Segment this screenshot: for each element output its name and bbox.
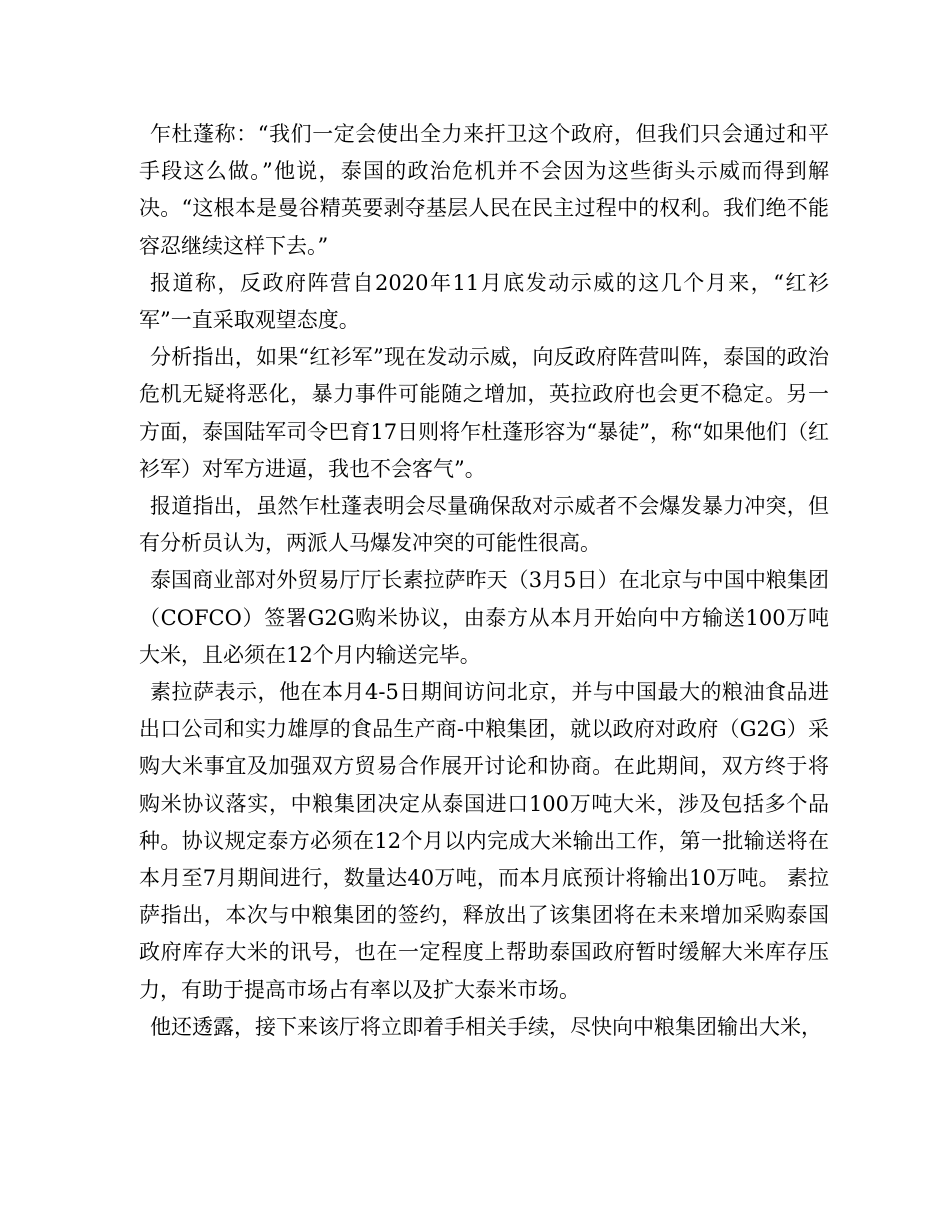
paragraph-1: 乍杜蓬称：“我们一定会使出全力来扞卫这个政府，但我们只会通过和平手段这么做。”他说，泰国的政治危机并不会因为这些街头示威而得到解决。“这根本是曼谷精英要剥夺基层人民在民主过程中的权利。我们绝不能容忍继续这样下去。” — [139, 122, 829, 258]
paragraph-2: 报道称，反政府阵营自2020年11月底发动示威的这几个月来，“红衫军”一直采取观望态度。 — [139, 270, 829, 333]
paragraph-5: 泰国商业部对外贸易厅厅长素拉萨昨天（3月5日）在北京与中国中粮集团（COFCO）签署G2G购米协议，由泰方从本月开始向中方输送100万吨大米，且必须在12个月内输送完毕。 — [139, 568, 829, 667]
paragraph-4: 报道指出，虽然乍杜蓬表明会尽量确保敌对示威者不会爆发暴力冲突，但有分析员认为，两派人马爆发冲突的可能性很高。 — [139, 494, 829, 556]
document-body — [139, 116, 829, 1046]
paragraph-6: 素拉萨表示，他在本月4-5日期间访问北京，并与中国最大的粮油食品进出口公司和实力雄厚的食品生产商-中粮集团，就以政府对政府（G2G）采购大米事宜及加强双方贸易合作展开讨论和协商。在此期间，双方终于将购米协议落实，中粮集团决定从泰国进口100万吨大米，涉及包括多个品种。协议规定泰方必须在12个月以内完成大米输出工作，第一批输送将在本月至7月期间进行，数量达40万吨，而本月底预计将输出10万吨。 素拉萨指出，本次与中粮集团的签约，释放出了该集团将在未来增加采购泰国政府库存大米的讯号，也在一定程度上帮助泰国政府暂时缓解大米库存压力，有助于提高市场占有率以及扩大泰米市场。 — [139, 680, 829, 1002]
paragraph-7: 他还透露，接下来该厅将立即着手相关手续，尽快向中粮集团输出大米， — [150, 1014, 822, 1039]
paragraph-3: 分析指出，如果“红衫军”现在发动示威，向反政府阵营叫阵，泰国的政治危机无疑将恶化，暴力事件可能随之增加，英拉政府也会更不稳定。另一方面，泰国陆军司令巴育17日则将乍杜蓬形容为“暴徒”，称“如果他们（红衫军）对军方进逼，我也不会客气”。 — [139, 345, 829, 481]
